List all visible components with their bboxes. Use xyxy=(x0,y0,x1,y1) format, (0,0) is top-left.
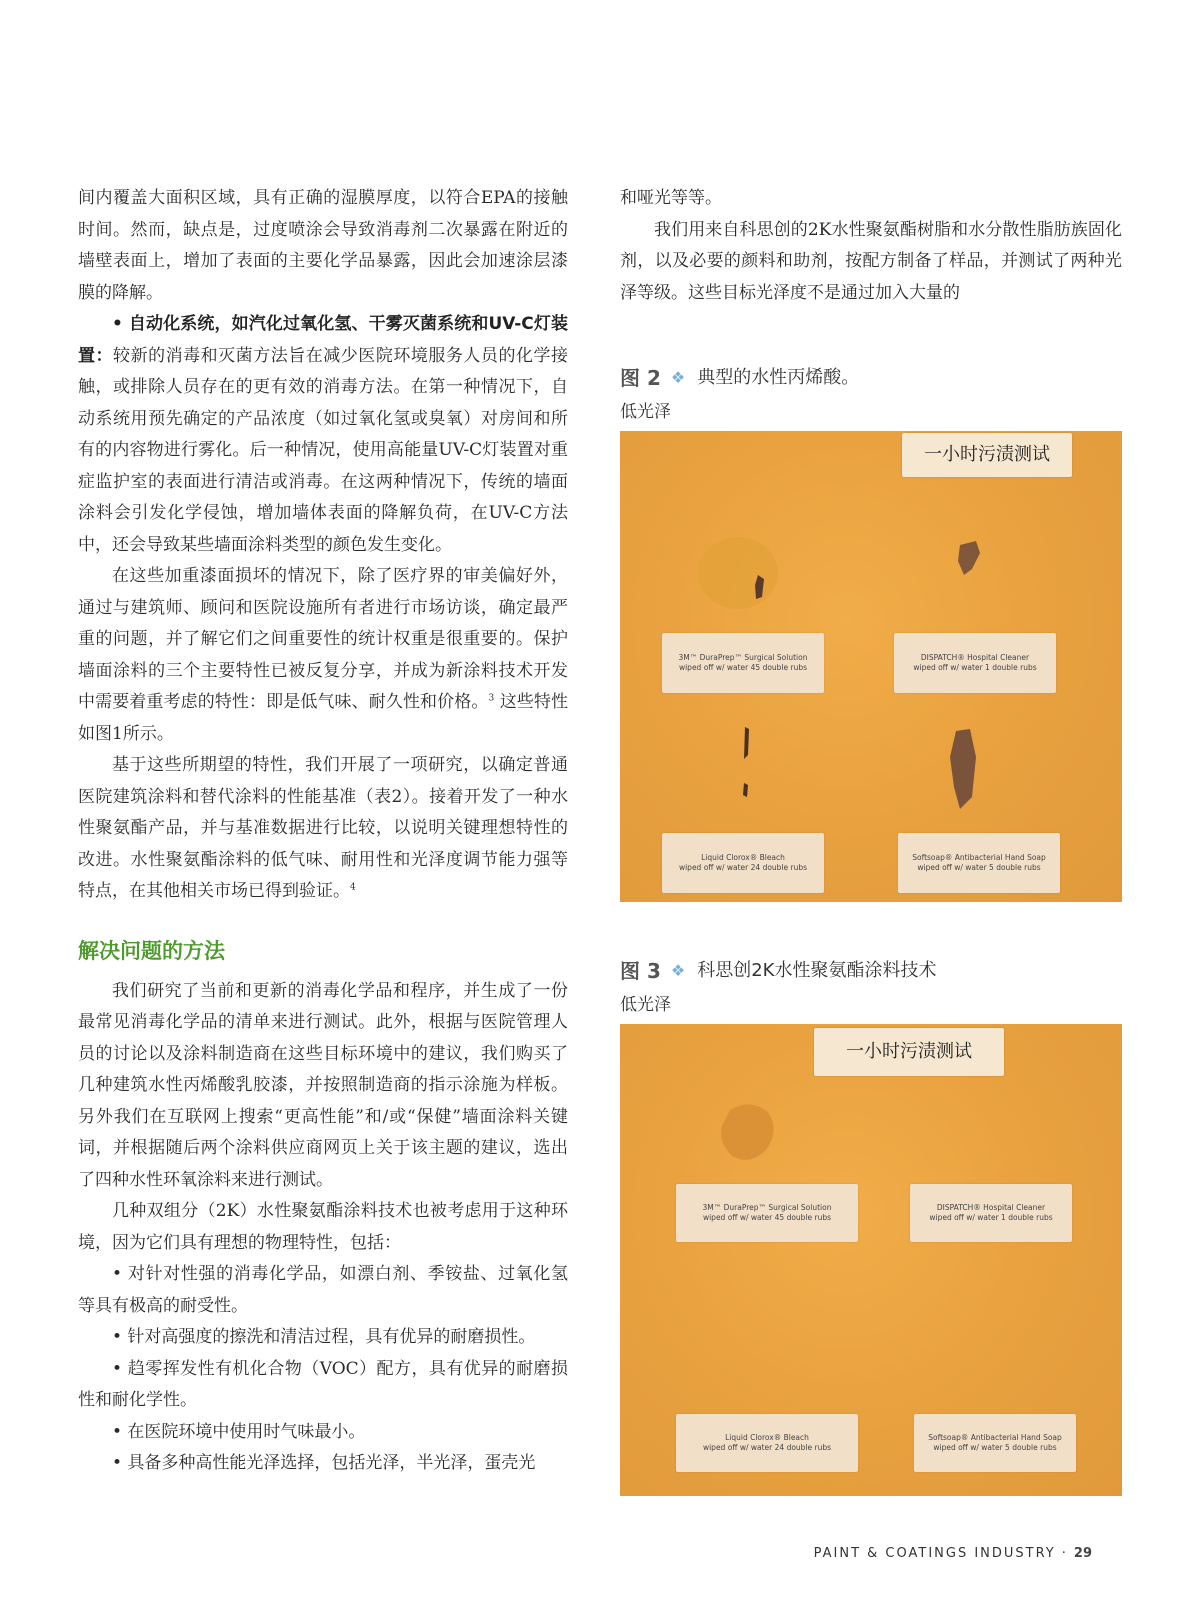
figure-number: 图 2 xyxy=(620,366,661,390)
footer-separator: · xyxy=(1061,1546,1068,1561)
diamond-icon: ❖ xyxy=(670,961,686,980)
list-item: • 针对高强度的擦洗和清洁过程，具有优异的耐磨损性。 xyxy=(112,1327,536,1347)
right-column xyxy=(620,183,1122,1496)
stain-mark xyxy=(740,725,754,765)
label-line: Liquid Clorox® Bleach xyxy=(701,853,785,862)
paragraph: 几种双组分（2K）水性聚氨酯涂料技术也被考虑用于这种环境，因为它们具有理想的物理特性，包括： xyxy=(78,1201,568,1253)
label-line: 3M™ DuraPrep™ Surgical Solution xyxy=(678,653,808,662)
stain-mark xyxy=(740,781,752,801)
paragraph-text: 基于这些所期望的特性，我们开展了一项研究，以确定普通医院建筑涂料和替代涂料的性能基准（表2）。接着开发了一种水性聚氨酯产品，并与基准数据进行比较，以说明关键理想特性的改进。水性聚氨酯涂料的低气味、耐用性和光泽度调节能力强等特点，在其他相关市场已得到验证。 xyxy=(78,755,568,901)
stain-label xyxy=(662,633,824,693)
stain-mark xyxy=(750,573,770,603)
stain-label xyxy=(914,1414,1076,1472)
photo-title: 一小时污渍测试 xyxy=(902,433,1072,477)
paragraph: 我们用来自科思创的2K水性聚氨酯树脂和水分散性脂肪族固化剂，以及必要的颜料和助剂，按配方制备了样品，并测试了两种光泽等级。这些目标光泽度不是通过加入大量的 xyxy=(620,219,1122,303)
figure-3 xyxy=(620,958,1122,1496)
reference-marker: 4 xyxy=(350,882,356,893)
figure-caption-text: 科思创2K水性聚氨酯涂料技术 xyxy=(697,960,937,981)
label-line: wiped off w/ water 24 double rubs xyxy=(702,1443,832,1452)
list-item: • 具备多种高性能光泽选择，包括光泽，半光泽，蛋壳光 xyxy=(112,1453,536,1473)
label-line: wiped off w/ water 45 double rubs xyxy=(678,663,808,672)
figure-subtitle: 低光泽 xyxy=(620,402,671,422)
paragraph: 间内覆盖大面积区域，具有正确的湿膜厚度，以符合EPA的接触时间。然而，缺点是，过度喷涂会导致消毒剂二次暴露在附近的墙壁表面上，增加了表面的主要化学品暴露，因此会加速涂层漆膜的降解。 xyxy=(78,188,568,303)
bullet-automated-systems xyxy=(78,309,568,561)
bullet-text: 较新的消毒和灭菌方法旨在减少医院环境服务人员的化学接触，或排除人员存在的更有效的消毒方法。在第一种情况下，自动系统用预先确定的产品浓度（如过氧化氢或臭氧）对房间和所有的内容物进行雾化。后一种情况，使用高能量UV-C灯装置对重症监护室的表面进行清洁或消毒。在这两种情况下，传统的墙面涂料会引发化学侵蚀，增加墙体表面的降解负荷，在UV-C方法中，还会导致某些墙面涂料类型的颜色发生变化。 xyxy=(78,345,569,555)
paragraph: 和哑光等等。 xyxy=(620,188,722,208)
label-line: wiped off w/ water 1 double rubs xyxy=(929,1213,1053,1222)
list-item: • 趋零挥发性有机化合物（VOC）配方，具有优异的耐磨损性和耐化学性。 xyxy=(78,1358,568,1410)
page-number: 29 xyxy=(1073,1546,1092,1561)
figure-number: 图 3 xyxy=(620,959,661,983)
label-line: 3M™ DuraPrep™ Surgical Solution xyxy=(702,1203,832,1212)
paragraph-text: 这些特性如图1所示。 xyxy=(78,692,568,744)
stain-label xyxy=(894,633,1056,693)
stain-test-photo xyxy=(620,431,1122,902)
figure-2 xyxy=(620,365,1122,902)
label-line: wiped off w/ water 24 double rubs xyxy=(678,863,808,872)
figure-caption-text: 典型的水性丙烯酸。 xyxy=(697,367,860,388)
stain-label xyxy=(676,1414,858,1472)
page-footer xyxy=(814,1546,1092,1561)
bullet-lead: • 自动化系统，如汽化过氧化氢、干雾灭菌系统和UV-C灯装置： xyxy=(78,314,568,366)
stain-mark xyxy=(690,521,800,631)
label-line: wiped off w/ water 45 double rubs xyxy=(702,1213,832,1222)
label-line: wiped off w/ water 5 double rubs xyxy=(933,1443,1057,1452)
diamond-icon: ❖ xyxy=(670,368,686,387)
reference-marker: 3 xyxy=(488,693,495,704)
stain-test-photo xyxy=(620,1024,1122,1496)
stain-label xyxy=(898,833,1060,893)
figure-subtitle: 低光泽 xyxy=(620,995,671,1015)
stain-mark xyxy=(710,1096,790,1176)
label-line: Liquid Clorox® Bleach xyxy=(725,1433,809,1442)
figure-caption xyxy=(620,365,1122,391)
stain-mark xyxy=(944,727,984,817)
list-item: • 在医院环境中使用时气味最小。 xyxy=(112,1421,366,1442)
list-item: • 对针对性强的消毒化学品，如漂白剂、季铵盐、过氧化氢等具有极高的耐受性。 xyxy=(78,1264,568,1316)
label-line: wiped off w/ water 1 double rubs xyxy=(913,663,1037,672)
stain-mark xyxy=(954,539,984,583)
journal-name: PAINT & COATINGS INDUSTRY xyxy=(813,1546,1056,1561)
stain-label xyxy=(910,1184,1072,1242)
label-line: DISPATCH® Hospital Cleaner xyxy=(920,653,1030,662)
paragraph xyxy=(78,561,568,750)
paragraph: 我们研究了当前和更新的消毒化学品和程序，并生成了一份最常见消毒化学品的清单来进行测试。此外，根据与医院管理人员的讨论以及涂料制造商在这些目标环境中的建议，我们购买了几种建筑水性丙烯酸乳胶漆，并按照制造商的指示涂施为样板。另外我们在互联网上搜索“更高性能”和/或“保健”墙面涂料关键词，并根据随后两个涂料供应商网页上关于该主题的建议，选出了四种水性环氧涂料来进行测试。 xyxy=(78,980,568,1190)
figure-caption xyxy=(620,958,1122,984)
label-line: wiped off w/ water 5 double rubs xyxy=(917,863,1041,872)
stain-label xyxy=(662,833,824,893)
left-column xyxy=(78,183,568,1480)
label-line: Softsoap® Antibacterial Hand Soap xyxy=(912,853,1046,862)
label-line: Softsoap® Antibacterial Hand Soap xyxy=(928,1433,1062,1442)
section-heading: 解决问题的方法 xyxy=(78,938,225,963)
photo-title: 一小时污渍测试 xyxy=(814,1028,1004,1076)
stain-label xyxy=(676,1184,858,1242)
paragraph xyxy=(78,750,568,908)
label-line: DISPATCH® Hospital Cleaner xyxy=(936,1203,1046,1212)
paragraph-text: 在这些加重漆面损坏的情况下，除了医疗界的审美偏好外，通过与建筑师、顾问和医院设施所有者进行市场访谈，确定最严重的问题，并了解它们之间重要性的统计权重是很重要的。保护墙面涂料的三个主要特性已被反复分享，并成为新涂料技术开发中需要着重考虑的特性：即是低气味、耐久性和价格。 xyxy=(78,566,568,712)
